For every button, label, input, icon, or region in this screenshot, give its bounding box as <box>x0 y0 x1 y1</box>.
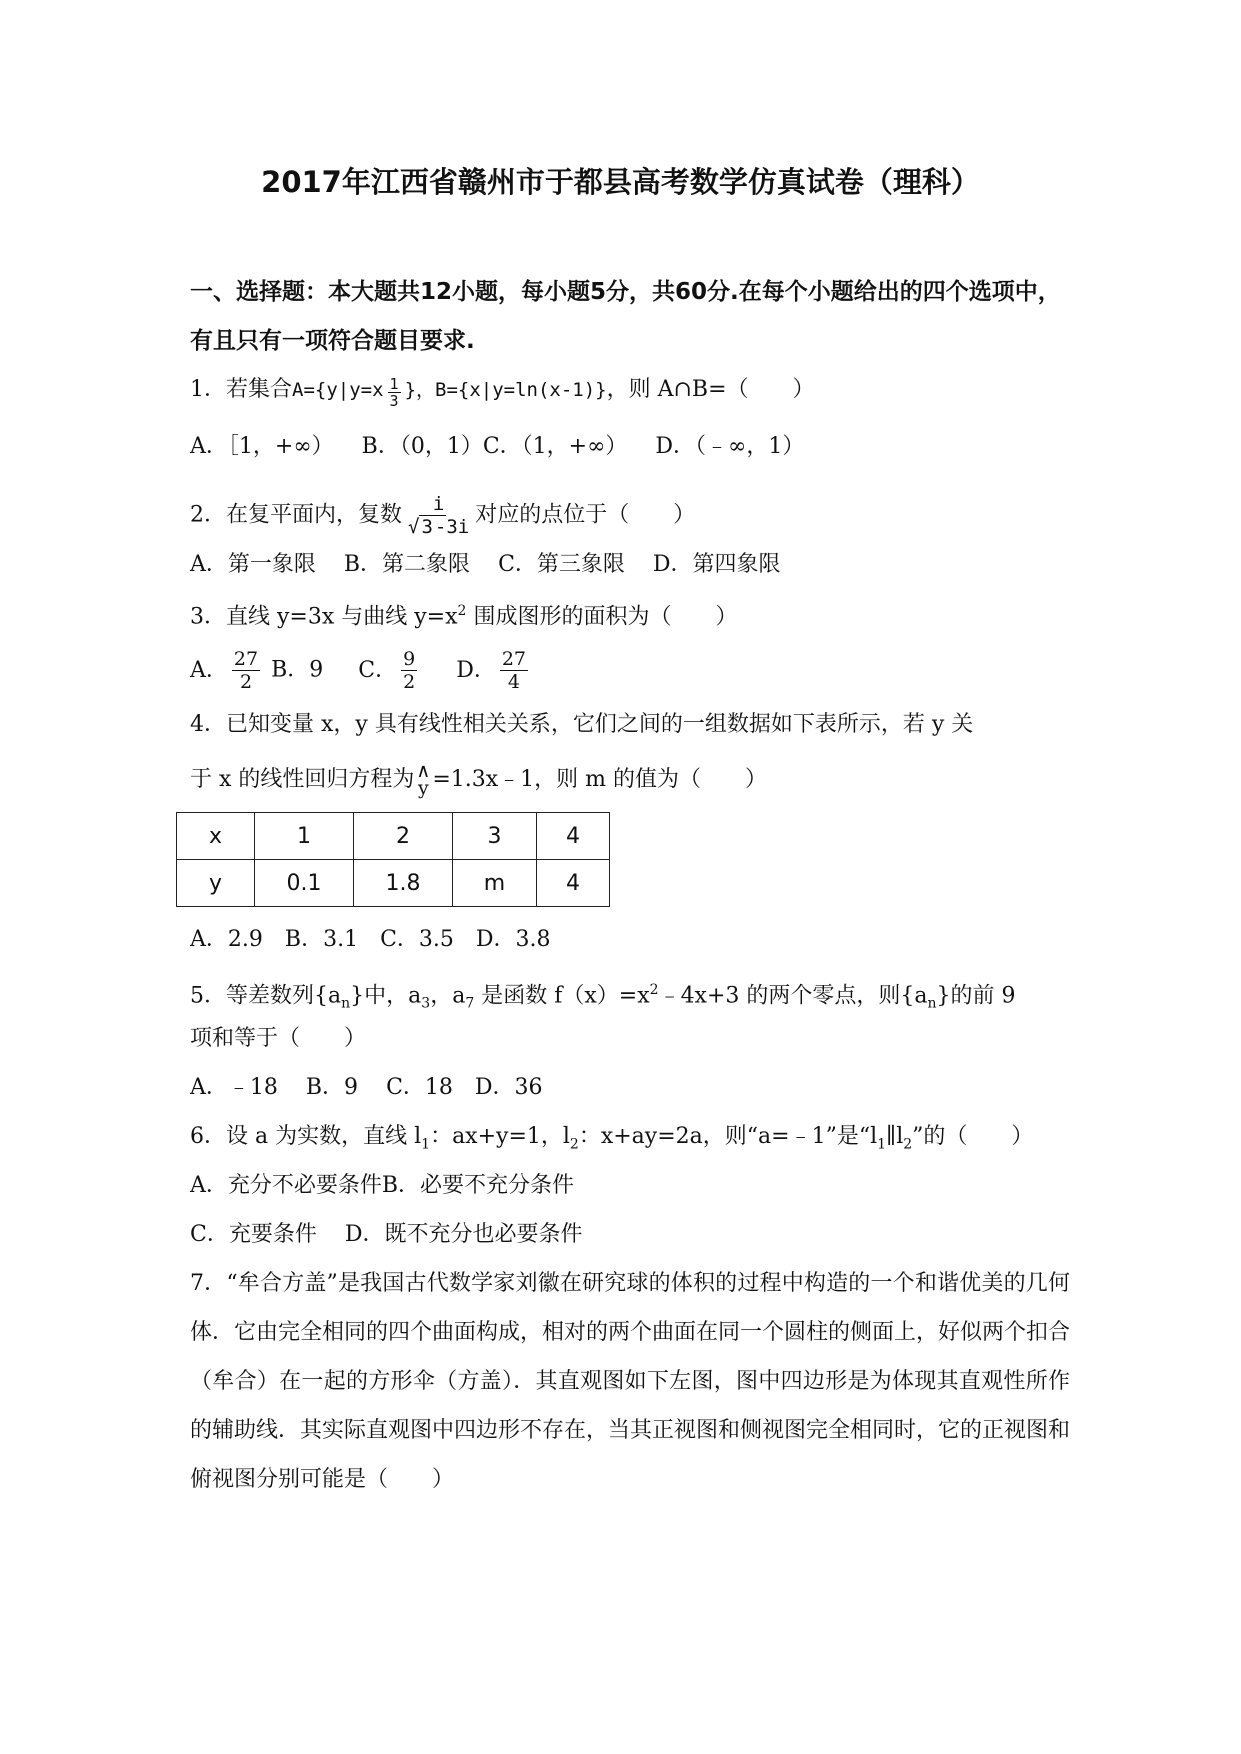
option-c[interactable]: C．（1，+∞） <box>482 434 628 459</box>
question-7: 7．“牟合方盖”是我国古代数学家刘徽在研究球的体积的过程中构造的一个和谐优美的几何体．它由完全相同的四个曲面构成，相对的两个曲面在同一个圆柱的侧面上，好似两个扣合（牟合）在一起的方形伞（方盖）．其直观图如下左图，图中四边形是为体现其直观性所作的辅助线．其实际直观图中四边形不存在，当其正视图和侧视图完全相同时，它的正视图和俯视图分别可能是（ ） <box>190 1271 1071 1492</box>
option-d[interactable]: D．（﹣∞，1） <box>655 434 805 459</box>
question-3: 3．直线 y=3x 与曲线 $y=x^2$ 围成图形的面积为（ ） <box>190 603 738 630</box>
complex-fraction: $\frac{i}{√ 3 -3i}$ <box>408 493 470 538</box>
option-c[interactable]: C．3.5 <box>380 927 454 952</box>
option-a[interactable]: A．2.9 <box>190 927 263 952</box>
option-a[interactable]: A．第一象限 <box>190 552 316 577</box>
option-b[interactable]: B．3.1 <box>284 927 359 952</box>
option-b[interactable]: B．必要不充分条件 <box>381 1173 575 1198</box>
option-b[interactable]: B．9 <box>271 657 324 683</box>
question-4-line-2: 于 x 的线性回归方程为 ∧ y =1.3x﹣1，则 m 的值为（ ） <box>190 760 768 799</box>
question-4-line-1: 4．已知变量 x，y 具有线性相关关系，它们之间的一组数据如下表所示，若 y 关 <box>190 712 974 737</box>
section-heading: 一、选择题：本大题共12小题，每小题5分，共60分.在每个小题给出的四个选项中，有且只有一项符合题目要求. <box>190 279 1061 354</box>
option-a[interactable]: A． $\frac{27}{2}$ <box>190 648 259 693</box>
question-6-options-row-2 <box>190 1220 582 1250</box>
question-3-options <box>190 648 532 693</box>
option-a[interactable]: A．﹣18 <box>190 1075 278 1100</box>
question-2: 2．在复平面内，复数 $\frac{i}{√ 3 -3i}$ 对应的点位于（ ） <box>190 493 696 538</box>
option-a[interactable]: A．［1，+∞） <box>190 434 334 459</box>
question-5-line-1: 5．等差数列$\{a_n\}$中，$a_3$，$a_7$ 是函数 $f(x)=x^2﹣4x+3$ 的两个零点，则$\{a_n\}$的前 9 <box>190 982 1016 1012</box>
option-b[interactable]: B．（0，1） <box>361 434 483 459</box>
option-b[interactable]: B．9 <box>305 1075 359 1100</box>
option-c[interactable]: C．充要条件 <box>190 1222 317 1247</box>
question-4-options <box>190 925 551 955</box>
option-a[interactable]: A．充分不必要条件 <box>190 1173 382 1198</box>
option-c[interactable]: C．18 <box>386 1075 453 1100</box>
y-hat: ∧ y <box>416 760 431 799</box>
option-d[interactable]: D．既不充分也必要条件 <box>344 1222 583 1247</box>
question-5-line-2: 项和等于（ ） <box>190 1026 367 1051</box>
page-title: 2017年江西省赣州市于都县高考数学仿真试卷（理科） <box>261 165 980 199</box>
table-row: y 0.1 1.8 m 4 <box>177 860 610 907</box>
option-c[interactable]: C．第三象限 <box>498 552 625 577</box>
option-d[interactable]: D．36 <box>474 1075 543 1100</box>
question-1: 1．若集合A={y|y=x $\frac{1}{3}$ }，B={x|y=ln(x-1)}，则 A∩B=（ ） <box>190 374 815 410</box>
question-6: 6．设 a 为实数，直线 $l_1$：ax+y=1，$l_2$：x+ay=2a，则“a=﹣1”是“$l_1\parallel l_2$”的（ ） <box>190 1124 1034 1153</box>
option-d[interactable]: D．第四象限 <box>652 552 781 577</box>
option-d[interactable]: D． $\frac{27}{4}$ <box>456 648 527 693</box>
option-d[interactable]: D．3.8 <box>475 927 551 952</box>
option-c[interactable]: C． $\frac{9}{2}$ <box>358 648 416 693</box>
question-1-options <box>190 432 804 462</box>
question-6-options-row-1 <box>190 1171 574 1201</box>
table-row: x 1 2 3 4 <box>177 813 610 860</box>
set-definition: A={y|y=x $\frac{1}{3}$ }，B={x|y=ln(x-1)} <box>292 374 607 410</box>
question-2-options <box>190 550 781 580</box>
data-table <box>176 812 610 907</box>
question-5-options <box>190 1073 543 1103</box>
option-b[interactable]: B．第二象限 <box>343 552 471 577</box>
